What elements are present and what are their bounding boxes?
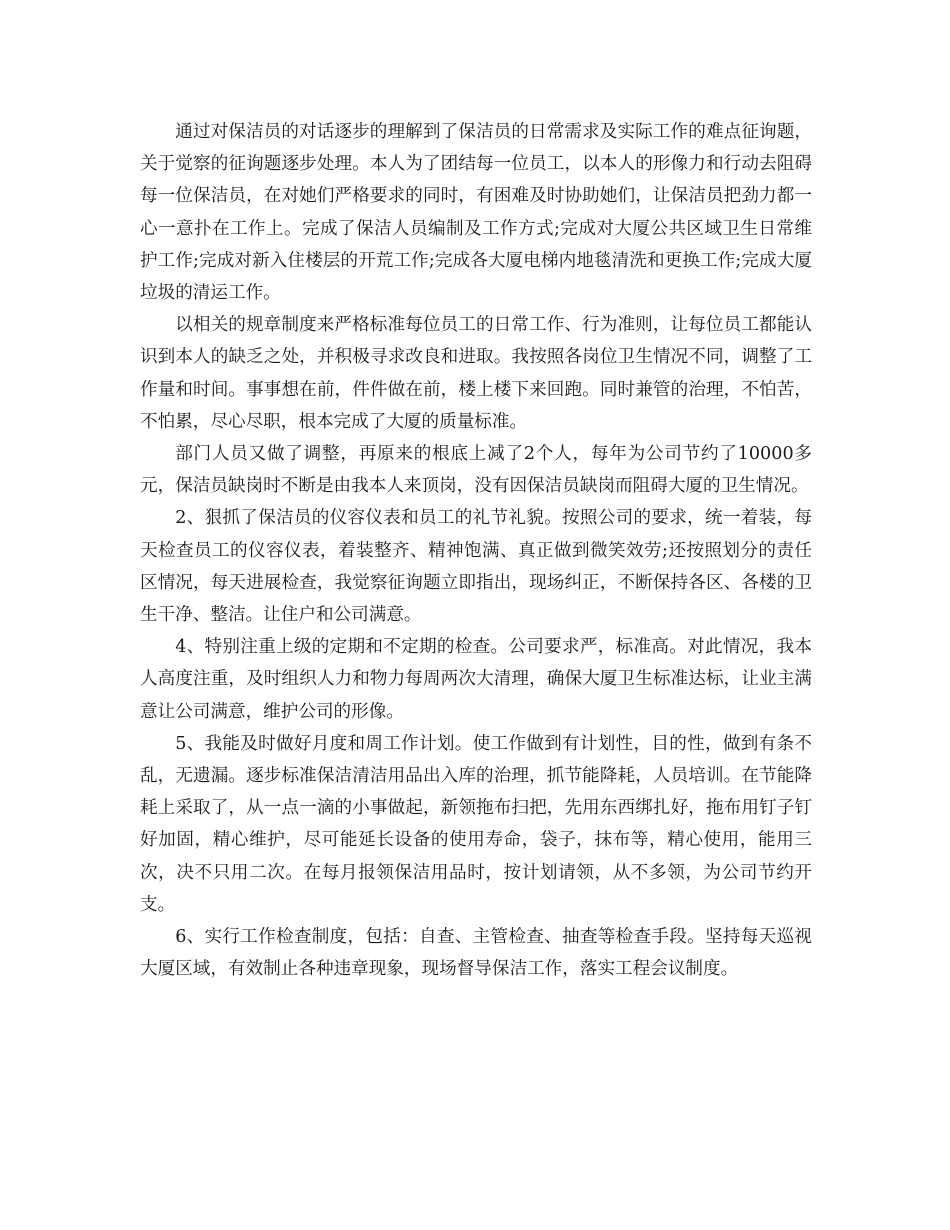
paragraph-item-5: 5、我能及时做好月度和周工作计划。使工作做到有计划性，目的性，做到有条不乱，无遗漏。逐步标准保洁清洁用品出入库的治理，抓节能降耗，人员培训。在节能降耗上采取了，从一点一滴的小事做起，新领拖布扫把，先用东西绑扎好，拖布用钉子钉好加固，精心维护，尽可能延长设备的使用寿命，袋子，抹布等，精心使用，能用三次，决不只用二次。在每月报领保洁用品时，按计划请领，从不多领，为公司节约开支。	[140, 733, 812, 915]
paragraph-item-6: 6、实行工作检查制度，包括：自查、主管检查、抽查等检查手段。坚持每天巡视大厦区域，有效制止各种违章现象，现场督导保洁工作，落实工程会议制度。	[140, 927, 812, 980]
paragraph-item-4: 4、特别注重上级的定期和不定期的检查。公司要求严，标准高。对此情况，我本人高度注重，及时组织人力和物力每周两次大清理，确保大厦卫生标准达标，让业主满意让公司满意，维护公司的形像。	[140, 637, 812, 722]
document-page	[140, 116, 812, 985]
paragraph-rules: 以相关的规章制度来严格标准每位员工的日常工作、行为准则，让每位员工都能认识到本人的缺乏之处，并积极寻求改良和进取。我按照各岗位卫生情况不同，调整了工作量和时间。事事想在前，件件做在前，楼上楼下来回跑。同时兼管的治理，不怕苦，不怕累，尽心尽职，根本完成了大厦的质量标准。	[140, 315, 812, 432]
paragraph-item-2: 2、狠抓了保洁员的仪容仪表和员工的礼节礼貌。按照公司的要求，统一着装，每天检查员工的仪容仪表，着装整齐、精神饱满、真正做到微笑效劳;还按照划分的责任区情况，每天进展检查，我觉察征询题立即指出，现场纠正，不断保持各区、各楼的卫生干净、整洁。让住户和公司满意。	[140, 508, 812, 626]
paragraph-intro: 通过对保洁员的对话逐步的理解到了保洁员的日常需求及实际工作的难点征询题，关于觉察的征询题逐步处理。本人为了团结每一位员工，以本人的形像力和行动去阻碍每一位保洁员，在对她们严格要求的同时，有困难及时协助她们，让保洁员把劲力都一心一意扑在工作上。完成了保洁人员编制及工作方式;完成对大厦公共区域卫生日常维护工作;完成对新入住楼层的开荒工作;完成各大厦电梯内地毯清洗和更换工作;完成大厦垃圾的清运工作。	[140, 122, 812, 304]
paragraph-staffing: 部门人员又做了调整，再原来的根底上减了2个人，每年为公司节约了10000多元，保洁员缺岗时不断是由我本人来顶岗，没有因保洁员缺岗而阻碍大厦的卫生情况。	[140, 444, 812, 497]
